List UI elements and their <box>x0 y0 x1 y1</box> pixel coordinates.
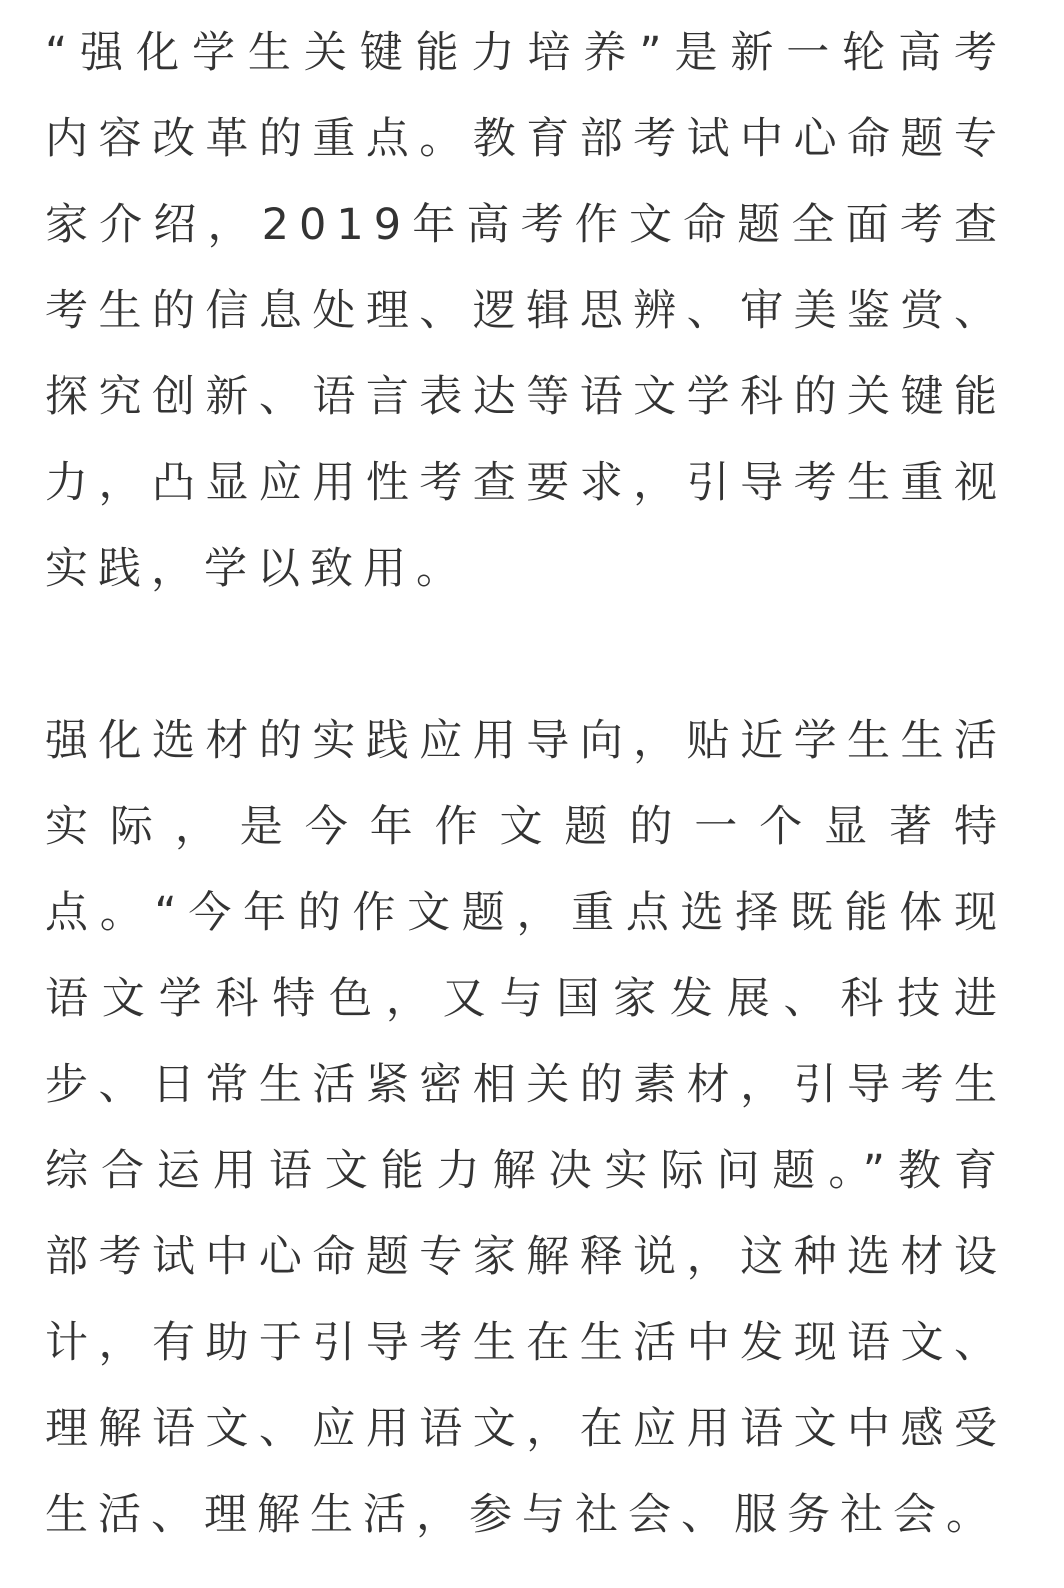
article-body <box>45 10 1007 1558</box>
paragraph-2: 强化选材的实践应用导向，贴近学生生活实际，是今年作文题的一个显著特点。“今年的作文题，重点选择既能体现语文学科特色，又与国家发展、科技进步、日常生活紧密相关的素材，引导考生综合运用语文能力解决实际问题。”教育部考试中心命题专家解释说，这种选材设计，有助于引导考生在生活中发现语文、理解语文、应用语文，在应用语文中感受生活、理解生活，参与社会、服务社会。 <box>45 716 1007 1540</box>
paragraph-1: “强化学生关键能力培养”是新一轮高考内容改革的重点。教育部考试中心命题专家介绍，2019年高考作文命题全面考查考生的信息处理、逻辑思辨、审美鉴赏、探究创新、语言表达等语文学科的关键能力，凸显应用性考查要求，引导考生重视实践，学以致用。 <box>45 28 1007 594</box>
